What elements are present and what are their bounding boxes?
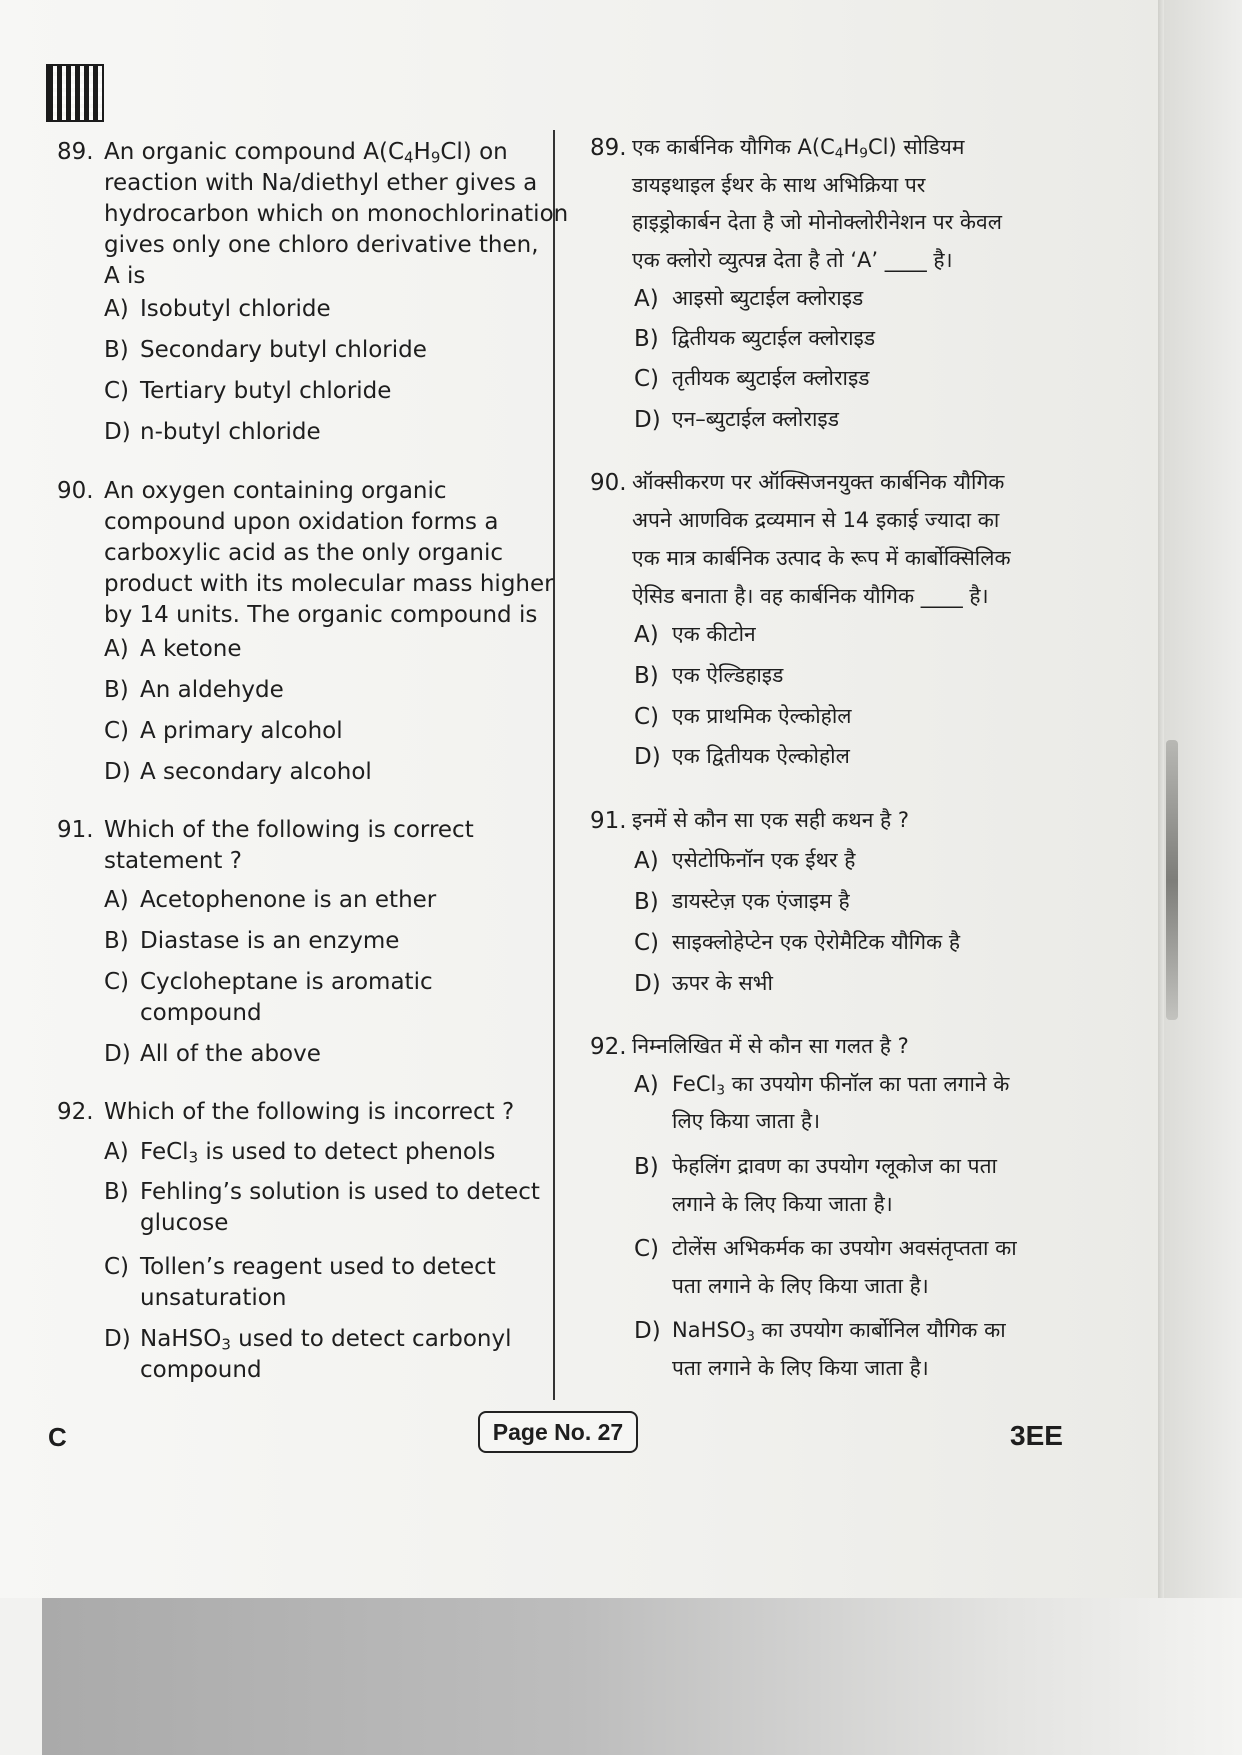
booklet-code: 3EE: [1010, 1420, 1063, 1451]
question-stem-line: निम्नलिखित में से कौन सा गलत है ?: [632, 1034, 909, 1058]
option-text: unsaturation: [140, 1285, 287, 1311]
question-stem-line: gives only one chloro derivative then,: [104, 232, 539, 258]
option-text: पता लगाने के लिए किया जाता है।: [672, 1274, 929, 1298]
question-number: 91.: [590, 808, 627, 834]
question-number: 89.: [590, 135, 627, 161]
option-text: लगाने के लिए किया जाता है।: [672, 1192, 893, 1216]
option-text: Acetophenone is an ether: [140, 887, 437, 913]
question-stem-line: अपने आणविक द्रव्यमान से 14 इकाई ज्यादा का: [632, 508, 1000, 532]
option-label: C): [104, 378, 130, 404]
option-text: NaHSO$_3$ का उपयोग कार्बोनिल यौगिक का: [672, 1318, 1006, 1345]
option-text: FeCl$_3$ is used to detect phenols: [140, 1139, 496, 1167]
option-text: द्वितीयक ब्युटाईल क्लोराइड: [672, 326, 876, 350]
question-number: 92.: [57, 1099, 94, 1125]
option-text: Secondary butyl chloride: [140, 337, 427, 363]
option-label: D): [104, 1041, 131, 1067]
option-text: A primary alcohol: [140, 718, 343, 744]
option-text: Tollen’s reagent used to detect: [140, 1254, 496, 1280]
scan-border: [0, 1598, 42, 1755]
option-text: एक द्वितीयक ऐल्कोहोल: [672, 744, 850, 768]
question-stem-line: reaction with Na/diethyl ether gives a: [104, 170, 538, 196]
column-divider: [553, 130, 555, 1400]
option-text: एन–ब्युटाईल क्लोराइड: [672, 407, 839, 431]
option-text: आइसो ब्युटाईल क्लोराइड: [672, 286, 864, 310]
option-label: D): [104, 419, 131, 445]
option-label: A): [104, 296, 129, 322]
option-label: C): [104, 969, 130, 995]
page-number-badge: Page No. 27: [478, 1411, 638, 1453]
option-label: C): [104, 1254, 130, 1280]
option-label: D): [104, 1326, 131, 1352]
question-stem-line: एक मात्र कार्बनिक उत्पाद के रूप में कार्बोक्सिलिक: [632, 546, 1011, 570]
question-stem-line: Which of the following is incorrect ?: [104, 1099, 515, 1125]
question-stem-line: carboxylic acid as the only organic: [104, 540, 503, 566]
option-text: n-butyl chloride: [140, 419, 321, 445]
option-label: D): [634, 744, 661, 770]
question-stem-line: डायइथाइल ईथर के साथ अभिक्रिया पर: [632, 173, 926, 197]
option-label: C): [634, 704, 660, 730]
option-text: पता लगाने के लिए किया जाता है।: [672, 1356, 929, 1380]
option-text: glucose: [140, 1210, 229, 1236]
series-code: C: [48, 1422, 67, 1452]
question-number: 90.: [57, 478, 94, 504]
question-stem-line: statement ?: [104, 848, 242, 874]
option-text: compound: [140, 1357, 262, 1383]
question-stem-line: Which of the following is correct: [104, 817, 474, 843]
question-number: 90.: [590, 470, 627, 496]
option-label: A): [104, 1139, 129, 1165]
question-stem-line: product with its molecular mass higher: [104, 571, 554, 597]
option-label: D): [634, 1318, 661, 1344]
question-stem-line: compound upon oxidation forms a: [104, 509, 499, 535]
option-label: A): [634, 848, 659, 874]
option-label: A): [104, 887, 129, 913]
option-text: एक प्राथमिक ऐल्कोहोल: [672, 704, 852, 728]
question-stem-line: ऐसिड बनाता है। वह कार्बनिक यौगिक ____ है।: [632, 584, 989, 608]
option-text: A secondary alcohol: [140, 759, 372, 785]
option-text: Fehling’s solution is used to detect: [140, 1179, 540, 1205]
option-text: Cycloheptane is aromatic: [140, 969, 433, 995]
option-text: एसेटोफिनॉन एक ईथर है: [672, 848, 856, 872]
qr-code-icon: [46, 64, 104, 122]
question-number: 92.: [590, 1034, 627, 1060]
option-text: फेहलिंग द्रावण का उपयोग ग्लूकोज का पता: [672, 1154, 997, 1178]
question-stem-line: hydrocarbon which on monochlorination: [104, 201, 569, 227]
option-text: टोलेंस अभिकर्मक का उपयोग अवसंतृप्तता का: [672, 1236, 1017, 1260]
option-text: An aldehyde: [140, 677, 284, 703]
option-label: D): [634, 971, 661, 997]
question-stem-line: An oxygen containing organic: [104, 478, 447, 504]
question-stem-line: by 14 units. The organic compound is: [104, 602, 538, 628]
option-label: C): [104, 718, 130, 744]
question-stem-line: एक क्लोरो व्युत्पन्न देता है तो ‘A’ ____ है।: [632, 248, 953, 272]
question-stem-line: हाइड्रोकार्बन देता है जो मोनोक्लोरीनेशन पर केवल: [632, 210, 1002, 234]
question-number: 91.: [57, 817, 94, 843]
option-label: B): [634, 663, 659, 689]
binding-staple: [1166, 740, 1178, 1020]
option-label: B): [104, 1179, 129, 1205]
option-label: A): [634, 622, 659, 648]
option-label: A): [634, 1072, 659, 1098]
option-label: B): [634, 889, 659, 915]
option-text: Tertiary butyl chloride: [140, 378, 392, 404]
option-text: लिए किया जाता है।: [672, 1109, 821, 1133]
option-text: compound: [140, 1000, 262, 1026]
option-label: C): [634, 366, 660, 392]
option-label: D): [634, 407, 661, 433]
option-label: B): [104, 928, 129, 954]
option-text: ऊपर के सभी: [672, 971, 773, 995]
option-label: C): [634, 930, 660, 956]
option-label: B): [634, 1154, 659, 1180]
option-text: एक ऐल्डिहाइड: [672, 663, 784, 687]
question-stem-line: एक कार्बनिक यौगिक $A(C_4H_9Cl)$ सोडियम: [632, 135, 965, 162]
question-stem-line: ऑक्सीकरण पर ऑक्सिजनयुक्त कार्बनिक यौगिक: [632, 470, 1005, 494]
option-text: NaHSO$_3$ used to detect carbonyl: [140, 1326, 512, 1354]
question-number: 89.: [57, 139, 94, 165]
option-text: Isobutyl chloride: [140, 296, 331, 322]
scan-shadow: [42, 1598, 1242, 1755]
question-stem-line: इनमें से कौन सा एक सही कथन है ?: [632, 808, 910, 832]
option-text: FeCl$_3$ का उपयोग फीनॉल का पता लगाने के: [672, 1072, 1010, 1099]
option-text: डायस्टेज़ एक एंजाइम है: [672, 889, 850, 913]
option-text: All of the above: [140, 1041, 321, 1067]
option-label: A): [634, 286, 659, 312]
question-stem-line: A is: [104, 263, 146, 289]
option-label: C): [634, 1236, 660, 1262]
question-stem-line: An organic compound $A(C_4H_9Cl)$ on: [104, 139, 508, 167]
option-text: A ketone: [140, 636, 242, 662]
option-text: Diastase is an enzyme: [140, 928, 400, 954]
option-label: B): [634, 326, 659, 352]
option-text: एक कीटोन: [672, 622, 756, 646]
option-label: A): [104, 636, 129, 662]
option-label: B): [104, 337, 129, 363]
option-label: B): [104, 677, 129, 703]
option-text: साइक्लोहेप्टेन एक ऐरोमैटिक यौगिक है: [672, 930, 960, 954]
option-label: D): [104, 759, 131, 785]
option-text: तृतीयक ब्युटाईल क्लोराइड: [672, 366, 870, 390]
